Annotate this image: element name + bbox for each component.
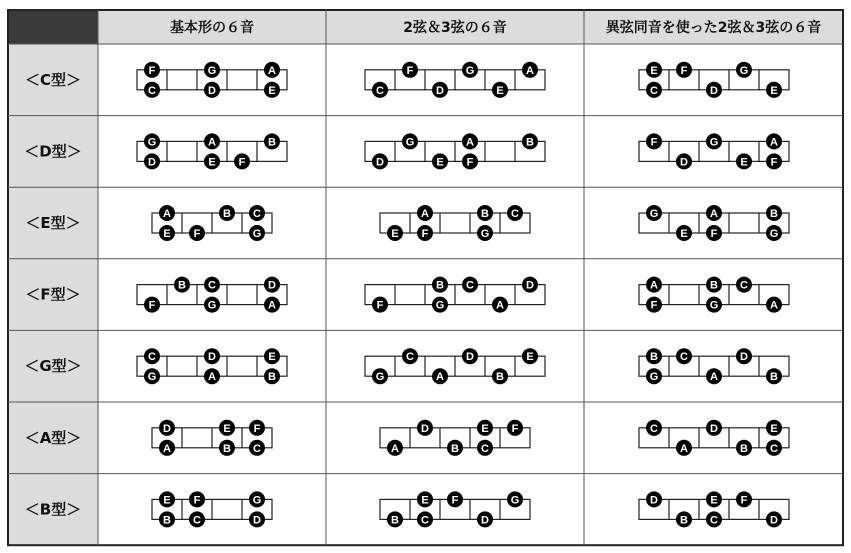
note-label: F [253, 422, 261, 435]
note-label: C [253, 442, 261, 455]
note-label: B [680, 514, 688, 527]
note-label: D [680, 156, 688, 169]
note-label: B [481, 208, 489, 220]
note-label: E [650, 64, 658, 77]
fret-diagram [152, 205, 272, 241]
note-label: B [223, 442, 231, 455]
note-label: C [193, 514, 201, 527]
note-label: D [148, 156, 156, 169]
note-label: F [710, 228, 718, 240]
note-label: B [770, 208, 778, 220]
note-label: C [376, 84, 384, 97]
note-label: F [650, 136, 658, 149]
note-label: B [526, 136, 534, 149]
fret-diagram [380, 420, 530, 456]
note-label: B [268, 371, 276, 384]
column-header-3: 異弦同音を使った2弦＆3弦の６音 [605, 20, 822, 36]
note-label: A [710, 371, 718, 384]
note-label: G [375, 371, 385, 384]
fret-diagram [639, 348, 789, 384]
note-label: E [391, 228, 399, 240]
note-label: D [208, 84, 216, 97]
note-label: D [740, 351, 748, 364]
note-label: A [268, 64, 276, 77]
note-label: A [496, 299, 504, 312]
fret-diagram [639, 420, 789, 456]
note-label: E [680, 228, 688, 240]
note-label: D [526, 279, 534, 292]
note-label: E [163, 228, 171, 240]
note-label: G [147, 371, 157, 384]
note-label: F [680, 64, 688, 77]
note-label: E [710, 494, 718, 507]
note-label: D [770, 514, 778, 527]
note-label: E [223, 422, 231, 435]
note-label: F [193, 228, 201, 240]
note-label: C [421, 514, 429, 527]
note-label: C [740, 279, 748, 292]
note-label: A [466, 136, 474, 149]
row-label: ＜A型＞ [24, 428, 82, 447]
note-label: F [238, 156, 246, 169]
note-label: G [207, 299, 217, 312]
note-label: E [208, 156, 216, 169]
note-label: F [650, 299, 658, 312]
note-label: B [178, 279, 186, 292]
note-label: G [252, 494, 262, 507]
fret-diagram [380, 205, 530, 241]
note-label: B [770, 371, 778, 384]
note-label: A [770, 136, 778, 149]
note-label: G [739, 64, 749, 77]
fret-box [380, 213, 530, 233]
note-label: A [208, 136, 216, 149]
note-label: D [710, 84, 718, 97]
note-label: D [710, 422, 718, 435]
note-label: G [465, 64, 475, 77]
note-label: B [451, 442, 459, 455]
note-label: G [480, 228, 490, 240]
row-label: ＜B型＞ [24, 500, 82, 519]
note-label: D [650, 494, 658, 507]
row-label: ＜D型＞ [24, 142, 82, 161]
fret-diagram [152, 491, 272, 527]
note-label: G [709, 299, 719, 312]
note-label: D [466, 351, 474, 364]
note-label: E [740, 156, 748, 169]
note-label: E [268, 84, 276, 97]
note-label: B [496, 371, 504, 384]
fret-diagram [365, 133, 545, 169]
note-label: C [650, 422, 658, 435]
fret-diagram [380, 491, 530, 527]
note-label: A [650, 279, 658, 292]
note-label: A [436, 371, 444, 384]
note-label: D [481, 514, 489, 527]
fret-diagram [152, 420, 272, 456]
fret-diagram [365, 62, 545, 98]
note-label: F [740, 494, 748, 507]
note-label: F [511, 422, 519, 435]
fret-diagram [639, 491, 789, 527]
note-label: A [163, 442, 171, 455]
note-label: B [436, 279, 444, 292]
note-label: C [481, 442, 489, 455]
fret-diagram [639, 277, 789, 313]
note-label: E [496, 84, 504, 97]
row-label: ＜F型＞ [25, 285, 81, 304]
column-header-1: 基本形の６音 [170, 20, 254, 36]
note-label: F [148, 299, 156, 312]
note-label: C [253, 208, 261, 220]
note-label: E [770, 84, 778, 97]
note-label: C [650, 84, 658, 97]
note-label: E [481, 422, 489, 435]
note-label: F [406, 64, 414, 77]
note-label: A [391, 442, 399, 455]
fret-diagram [639, 205, 789, 241]
note-label: E [526, 351, 534, 364]
note-label: A [208, 371, 216, 384]
note-label: C [680, 351, 688, 364]
note-label: G [709, 136, 719, 149]
fret-diagram [365, 277, 545, 313]
note-label: G [207, 64, 217, 77]
note-label: G [405, 136, 415, 149]
note-label: C [148, 84, 156, 97]
note-label: D [208, 351, 216, 364]
note-label: F [193, 494, 201, 507]
note-label: E [421, 494, 429, 507]
note-label: F [421, 228, 429, 240]
note-label: E [770, 422, 778, 435]
note-label: F [148, 64, 156, 77]
note-label: A [526, 64, 534, 77]
note-label: E [163, 494, 171, 507]
note-label: D [376, 156, 384, 169]
note-label: D [253, 514, 261, 527]
row-label: ＜G型＞ [24, 357, 82, 376]
note-label: D [268, 279, 276, 292]
note-label: A [163, 208, 171, 220]
note-label: G [510, 494, 520, 507]
note-label: B [650, 351, 658, 364]
note-label: D [436, 84, 444, 97]
note-label: G [252, 228, 262, 240]
note-label: B [223, 208, 231, 220]
note-label: F [770, 156, 778, 169]
column-header-2: 2弦＆3弦の６音 [403, 20, 507, 36]
note-label: B [391, 514, 399, 527]
note-label: C [148, 351, 156, 364]
note-label: C [208, 279, 216, 292]
note-label: A [268, 299, 276, 312]
note-label: G [435, 299, 445, 312]
note-label: F [376, 299, 384, 312]
note-label: G [769, 228, 779, 240]
row-label: ＜C型＞ [24, 70, 82, 89]
note-label: E [436, 156, 444, 169]
row-label: ＜E型＞ [25, 214, 81, 232]
note-label: A [680, 442, 688, 455]
note-label: G [649, 371, 659, 384]
note-label: B [740, 442, 748, 455]
note-label: B [710, 279, 718, 292]
note-label: C [710, 514, 718, 527]
note-label: F [451, 494, 459, 507]
note-label: D [421, 422, 429, 435]
note-label: B [268, 136, 276, 149]
note-label: B [163, 514, 171, 527]
note-label: G [147, 136, 157, 149]
fret-diagram [365, 348, 545, 384]
fret-diagram [639, 62, 789, 98]
note-label: C [511, 208, 519, 220]
corner-cell [8, 10, 98, 44]
note-label: A [421, 208, 429, 220]
note-label: A [710, 208, 718, 220]
fret-diagram [137, 277, 287, 313]
note-label: C [406, 351, 414, 364]
fret-diagram [137, 62, 287, 98]
fret-diagram [137, 133, 287, 169]
note-label: C [770, 442, 778, 455]
note-label: A [770, 299, 778, 312]
note-label: F [466, 156, 474, 169]
note-label: G [649, 208, 659, 220]
note-label: D [163, 422, 171, 435]
fret-diagram [137, 348, 287, 384]
fret-diagram [639, 133, 789, 169]
note-label: E [268, 351, 276, 364]
note-label: C [466, 279, 474, 292]
